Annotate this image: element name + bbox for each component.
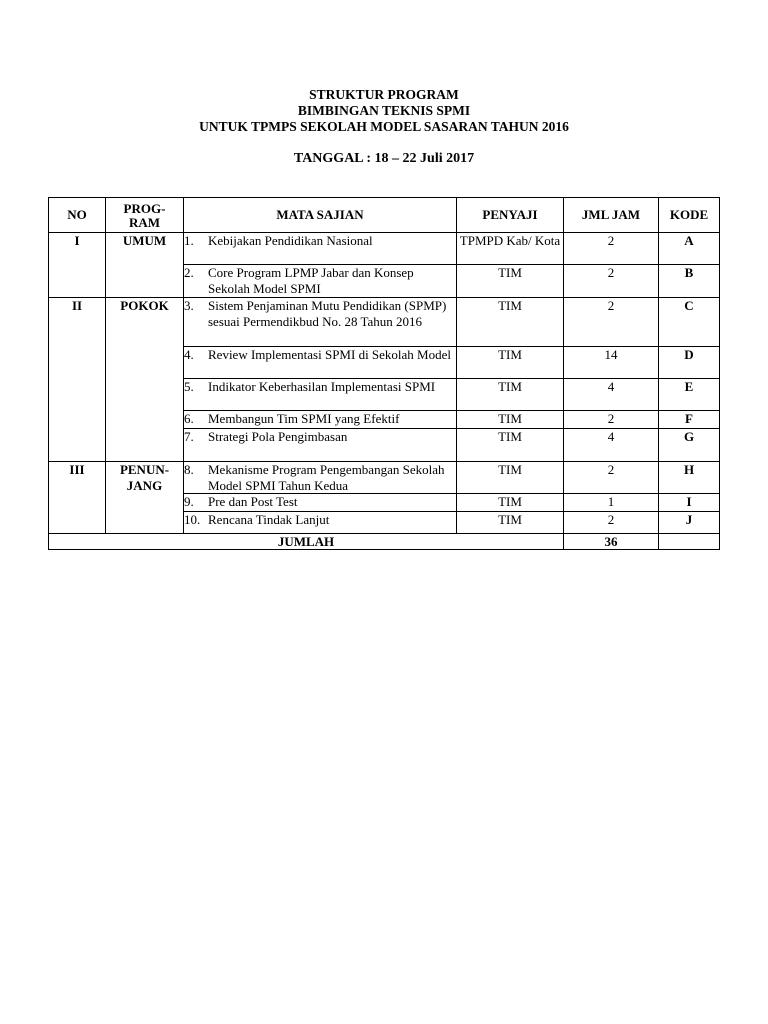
presenter-cell: TIM <box>457 298 564 347</box>
code-cell: I <box>659 494 720 512</box>
subject-cell <box>184 347 457 379</box>
hours-cell: 2 <box>564 411 659 429</box>
subject-cell <box>184 379 457 411</box>
presenter-cell: TIM <box>457 494 564 512</box>
total-label: JUMLAH <box>49 534 564 550</box>
document-header <box>0 87 768 167</box>
code-cell: B <box>659 265 720 298</box>
hours-cell: 4 <box>564 379 659 411</box>
subject-text: Rencana Tindak Lanjut <box>208 512 330 527</box>
hours-cell: 2 <box>564 462 659 494</box>
group-no: II <box>49 298 106 462</box>
hours-cell: 2 <box>564 233 659 265</box>
hours-cell: 14 <box>564 347 659 379</box>
subject-number: 2. <box>184 265 194 280</box>
code-cell: D <box>659 347 720 379</box>
column-header-no: NO <box>49 198 106 233</box>
group-program-line1: PENUN- <box>119 462 170 477</box>
hours-cell: 2 <box>564 265 659 298</box>
subject-text: Membangun Tim SPMI yang Efektif <box>208 411 400 426</box>
subject-cell <box>184 265 457 298</box>
subject-number: 9. <box>184 494 194 509</box>
column-header-program-line1: PROG- <box>123 201 166 216</box>
subject-number: 5. <box>184 379 194 394</box>
total-code <box>659 534 720 550</box>
subject-cell <box>184 411 457 429</box>
title-line-2: BIMBINGAN TEKNIS SPMI <box>297 103 471 118</box>
presenter-cell: TIM <box>457 462 564 494</box>
code-cell: F <box>659 411 720 429</box>
code-cell: C <box>659 298 720 347</box>
subject-text: Indikator Keberhasilan Implementasi SPMI <box>208 379 436 394</box>
code-cell: J <box>659 512 720 534</box>
code-cell: E <box>659 379 720 411</box>
subject-cell <box>184 298 457 347</box>
presenter-cell: TIM <box>457 411 564 429</box>
program-table <box>48 197 720 550</box>
subject-cell <box>184 233 457 265</box>
group-program: UMUM <box>106 233 184 298</box>
subject-number: 3. <box>184 298 194 313</box>
code-cell: H <box>659 462 720 494</box>
total-hours: 36 <box>564 534 659 550</box>
subject-cell <box>184 512 457 534</box>
subject-cell <box>184 494 457 512</box>
code-cell: A <box>659 233 720 265</box>
column-header-code: KODE <box>659 198 720 233</box>
subject-text: Pre dan Post Test <box>208 494 298 509</box>
subject-text: Review Implementasi SPMI di Sekolah Model <box>208 347 452 362</box>
subject-number: 1. <box>184 233 194 248</box>
group-program-line2: JANG <box>126 477 163 493</box>
table-header-row <box>49 198 720 233</box>
hours-cell: 4 <box>564 429 659 462</box>
subject-text: Strategi Pola Pengimbasan <box>208 429 348 444</box>
column-header-presenter: PENYAJI <box>457 198 564 233</box>
subject-number: 7. <box>184 429 194 444</box>
subject-cell <box>184 462 457 494</box>
date-line: TANGGAL : 18 – 22 Juli 2017 <box>293 151 475 166</box>
subject-number: 10. <box>184 512 201 527</box>
group-program <box>106 462 184 534</box>
hours-cell: 1 <box>564 494 659 512</box>
group-program: POKOK <box>106 298 184 462</box>
subject-number: 4. <box>184 347 194 362</box>
column-header-hours: JML JAM <box>564 198 659 233</box>
code-cell: G <box>659 429 720 462</box>
subject-number: 6. <box>184 411 194 426</box>
column-header-subject: MATA SAJIAN <box>184 198 457 233</box>
subject-number: 8. <box>184 462 194 477</box>
column-header-program-line2: RAM <box>128 215 161 230</box>
presenter-cell: TIM <box>457 512 564 534</box>
table-row <box>49 298 720 347</box>
hours-cell: 2 <box>564 298 659 347</box>
subject-text: Core Program LPMP Jabar dan Konsep Sekolah Model SPMI <box>208 265 414 296</box>
presenter-cell: TIM <box>457 265 564 298</box>
column-header-program <box>106 198 184 233</box>
title-line-1: STRUKTUR PROGRAM <box>309 87 459 102</box>
total-row <box>49 534 720 550</box>
subject-cell <box>184 429 457 462</box>
presenter-cell: TPMPD Kab/ Kota <box>457 233 564 265</box>
group-no: III <box>49 462 106 534</box>
hours-cell: 2 <box>564 512 659 534</box>
title-line-3: UNTUK TPMPS SEKOLAH MODEL SASARAN TAHUN 2016 <box>199 119 569 134</box>
subject-text: Kebijakan Pendidikan Nasional <box>208 233 373 248</box>
subject-text: Mekanisme Program Pengembangan Sekolah Model SPMI Tahun Kedua <box>208 462 445 493</box>
subject-text: Sistem Penjaminan Mutu Pendidikan (SPMP) sesuai Permendikbud No. 28 Tahun 2016 <box>208 298 447 329</box>
table-row <box>49 462 720 494</box>
group-no: I <box>49 233 106 298</box>
presenter-cell: TIM <box>457 347 564 379</box>
presenter-cell: TIM <box>457 379 564 411</box>
presenter-cell: TIM <box>457 429 564 462</box>
table-row <box>49 233 720 265</box>
